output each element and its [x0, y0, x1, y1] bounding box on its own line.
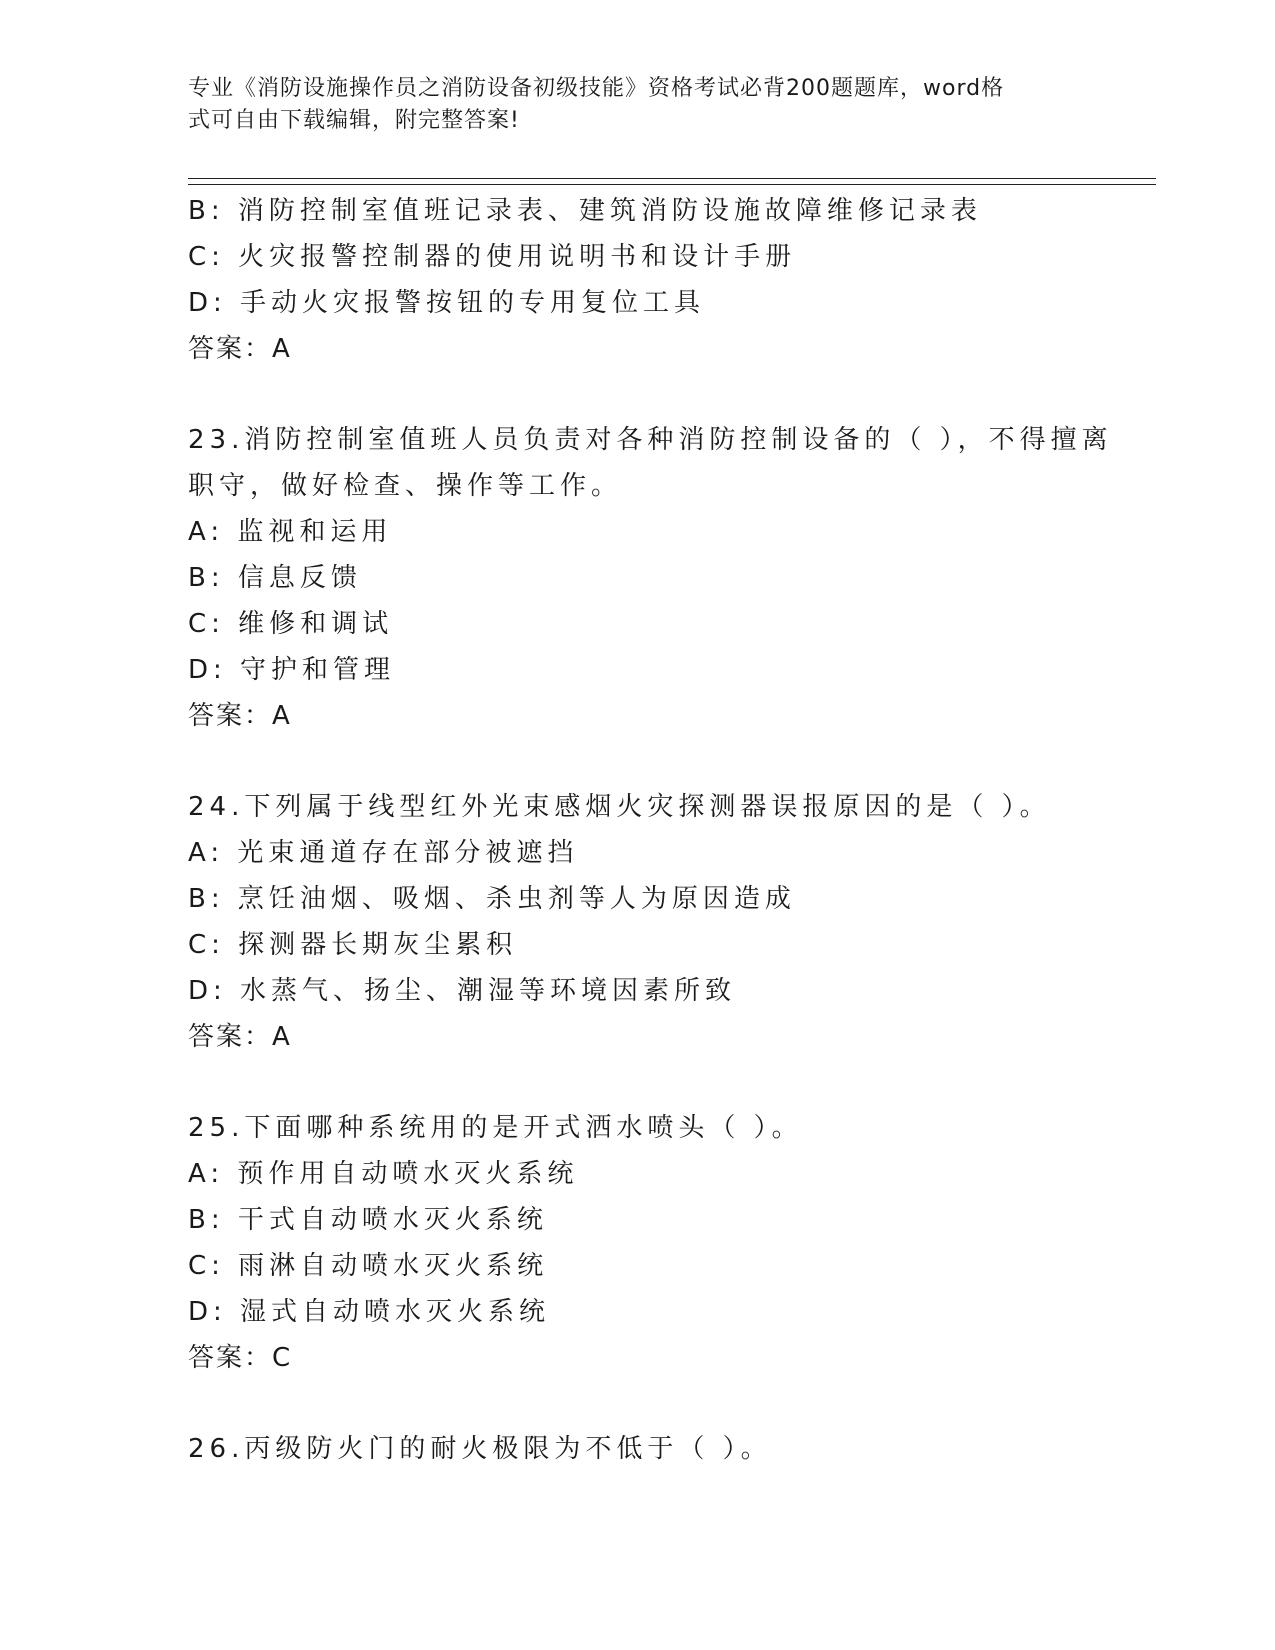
question-stem: 24.下列属于线型红外光束感烟火灾探测器误报原因的是（ ）。: [188, 792, 1051, 822]
option-c: C: 火灾报警控制器的使用说明书和设计手册: [188, 242, 797, 272]
question-block-prev: [188, 188, 1088, 372]
option-c: C: 雨淋自动喷水灭火系统: [188, 1251, 549, 1281]
option-a: A: 监视和运用: [188, 517, 393, 547]
header-line-1: 专业《消防设施操作员之消防设备初级技能》资格考试必背200题题库，word格: [188, 76, 1005, 101]
option-a: A: 预作用自动喷水灭火系统: [188, 1159, 579, 1189]
option-b: B: 烹饪油烟、吸烟、杀虫剂等人为原因造成: [188, 884, 796, 914]
question-stem: 25.下面哪种系统用的是开式洒水喷头（ ）。: [188, 1113, 803, 1143]
question-stem: 23.消防控制室值班人员负责对各种消防控制设备的（ ），不得擅离: [188, 425, 1113, 455]
option-b: B: 消防控制室值班记录表、建筑消防设施故障维修记录表: [188, 196, 982, 226]
answer-line: 答案：A: [188, 334, 292, 364]
option-a: A: 光束通道存在部分被遮挡: [188, 838, 579, 868]
spacer: [188, 739, 1088, 784]
option-d: D: 手动火灾报警按钮的专用复位工具: [188, 288, 706, 318]
answer-line: 答案：C: [188, 1343, 293, 1373]
option-c: C: 维修和调试: [188, 609, 394, 639]
spacer: [188, 1060, 1088, 1105]
question-block-24: [188, 784, 1088, 1060]
header-line-2: 式可自由下载编辑，附完整答案!: [188, 108, 520, 133]
question-stem-continued: 职守，做好检查、操作等工作。: [188, 471, 623, 501]
answer-line: 答案：A: [188, 701, 292, 731]
question-block-25: [188, 1105, 1088, 1381]
question-block-23: [188, 417, 1113, 739]
option-d: D: 湿式自动喷水灭火系统: [188, 1297, 551, 1327]
option-b: B: 信息反馈: [188, 563, 362, 593]
option-d: D: 守护和管理: [188, 655, 396, 685]
question-stem: 26.丙级防火门的耐火极限为不低于（ ）。: [188, 1434, 772, 1464]
spacer: [188, 1381, 1088, 1426]
option-d: D: 水蒸气、扬尘、潮湿等环境因素所致: [188, 976, 737, 1006]
document-header: [188, 73, 1068, 137]
option-c: C: 探测器长期灰尘累积: [188, 930, 518, 960]
question-block-26: [188, 1426, 1088, 1472]
header-divider-bottom: [188, 184, 1156, 185]
answer-line: 答案：A: [188, 1022, 292, 1052]
spacer: [188, 372, 1088, 417]
option-b: B: 干式自动喷水灭火系统: [188, 1205, 548, 1235]
question-list: [188, 188, 1113, 1472]
header-divider-top: [188, 178, 1156, 179]
